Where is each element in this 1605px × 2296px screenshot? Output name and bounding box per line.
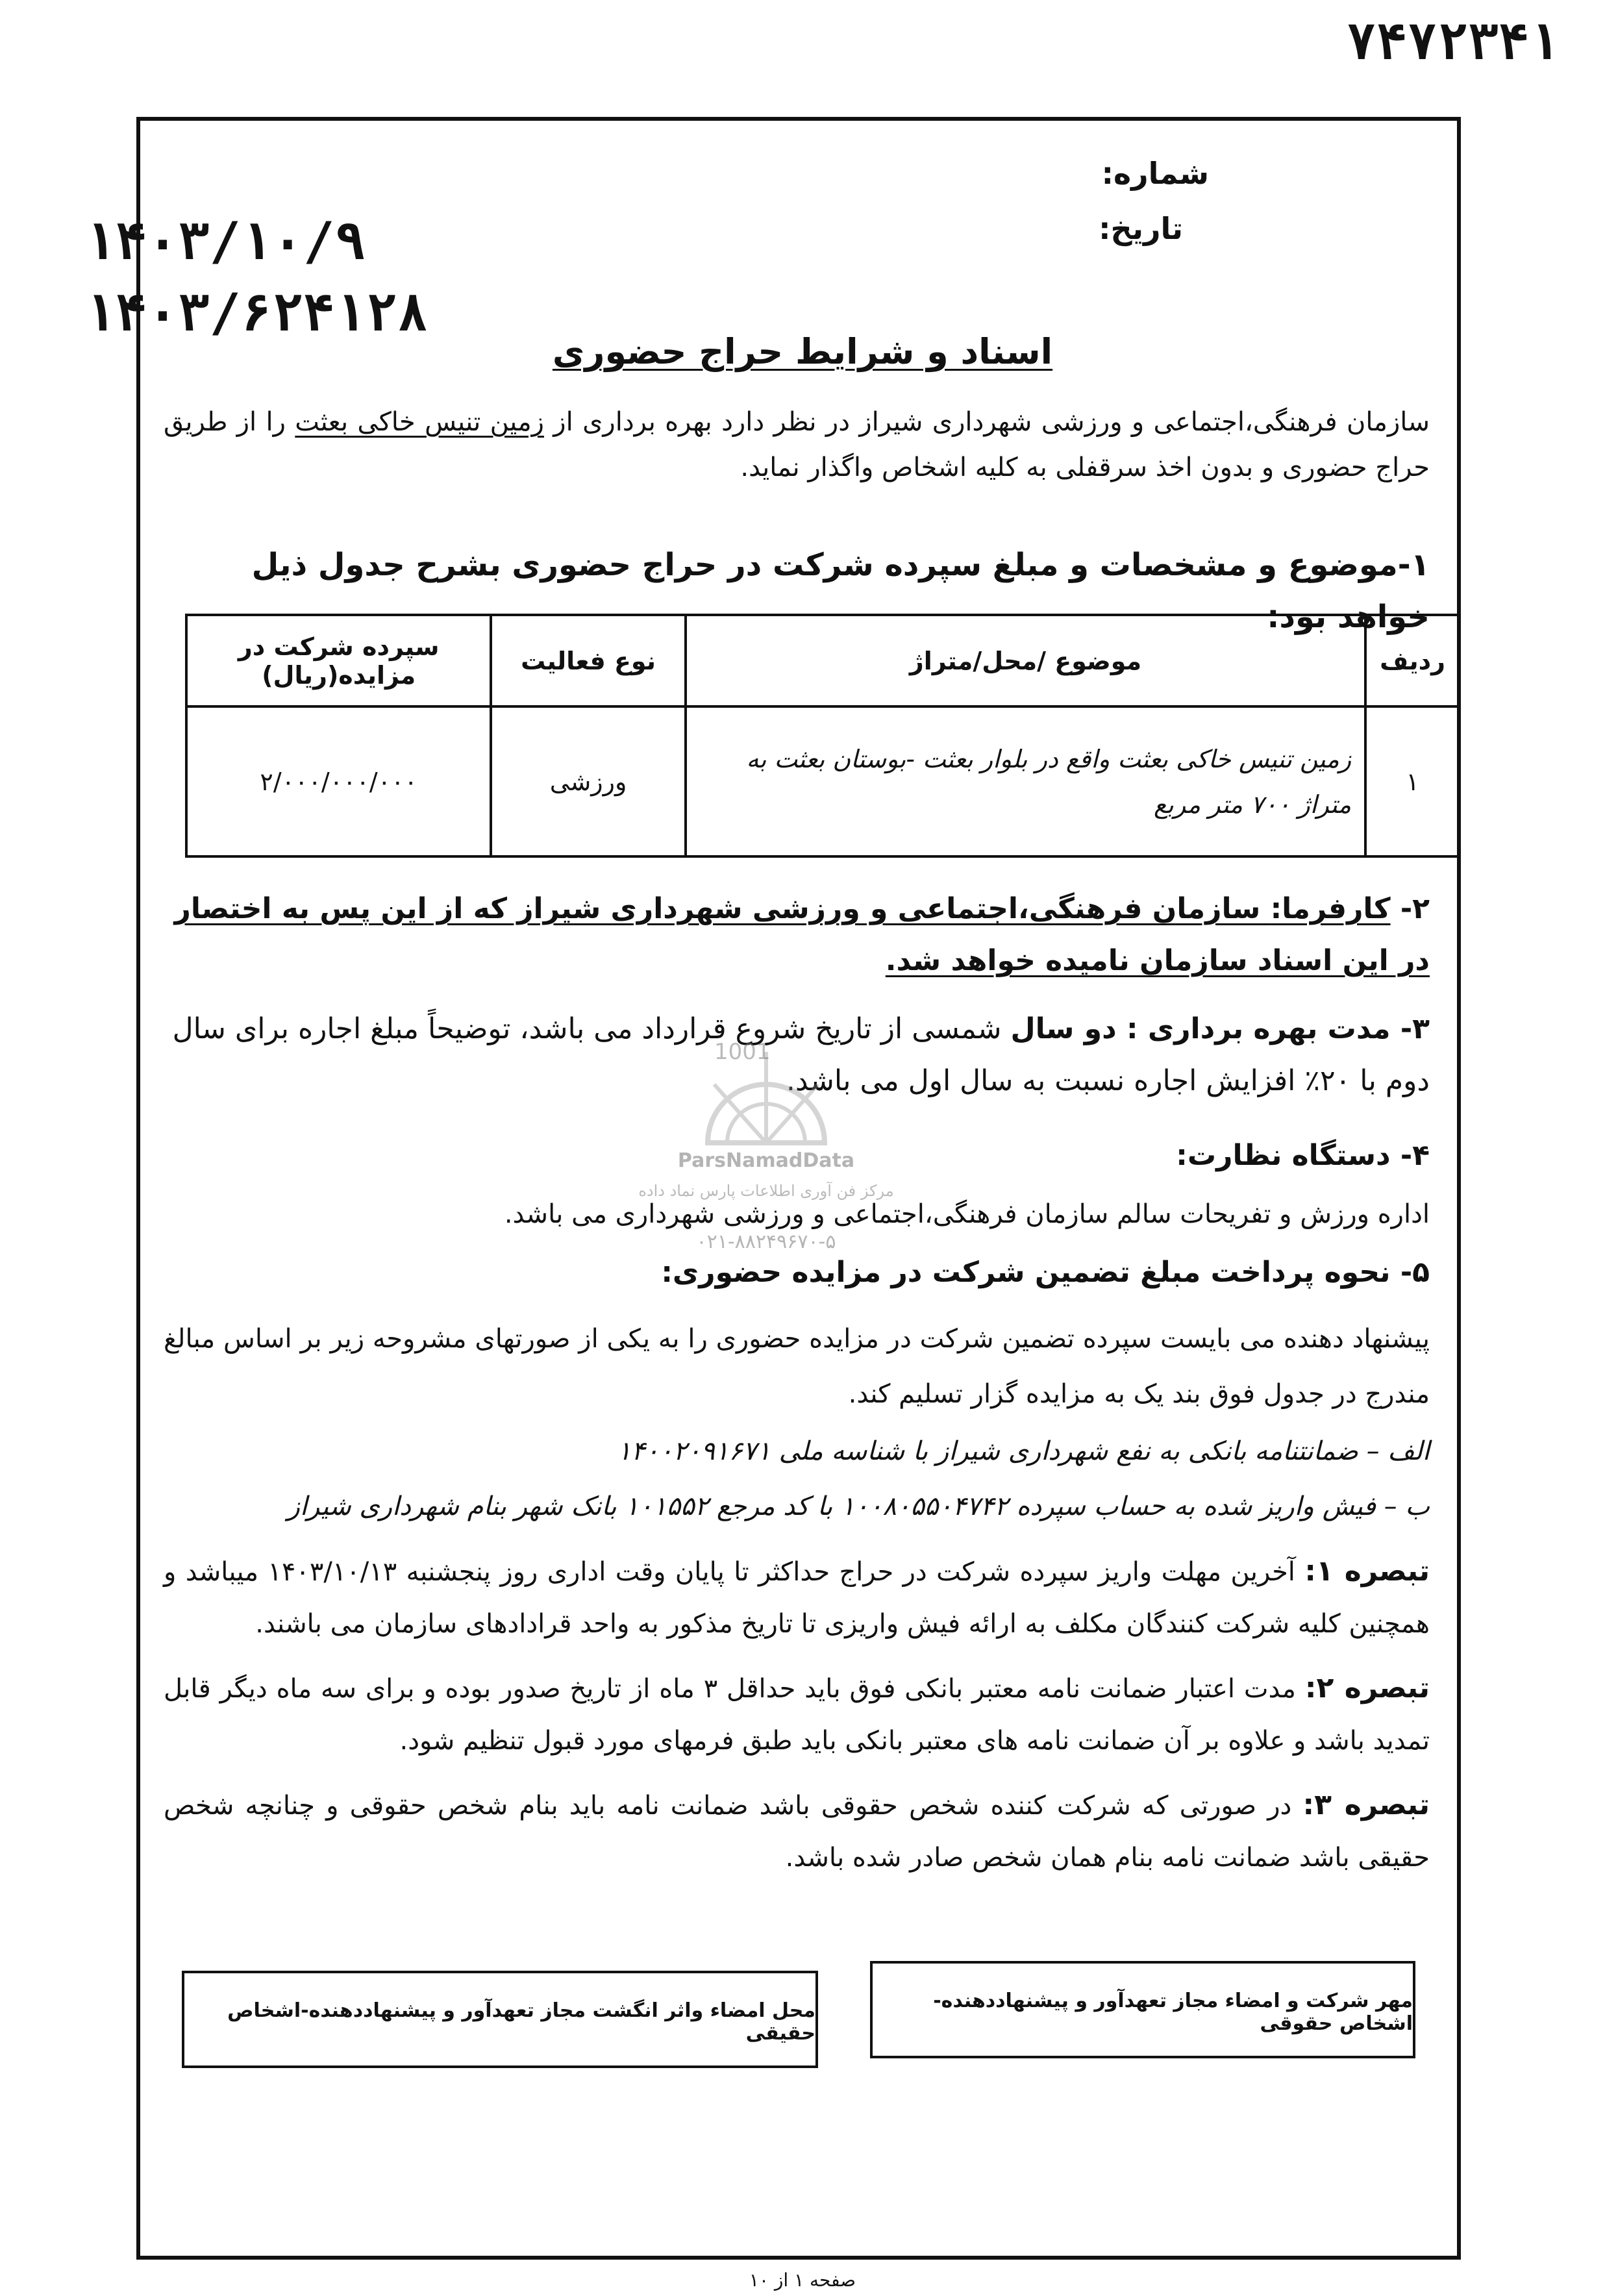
- watermark-org: مرکز فن آوری اطلاعات پارس نماد داده: [638, 1182, 894, 1200]
- note-1-text: آخرین مهلت واریز سپرده شرکت در حراج حداکثر تا پایان وقت اداری روز پنجشنبه ۱۴۰۳/۱۰/۱۳ میباشد و همچنین کلیه شرکت کنندگان مکلف به ارائه فیش واریزی تا تاریخ مذکور به واحد قرادادهای سازمان می باشند.: [164, 1557, 1430, 1639]
- section-1-heading: ۱-موضوع و مشخصات و مبلغ سپرده شرکت در حراج حضوری بشرح جدول ذیل خواهد بود:: [251, 547, 1430, 635]
- note-2-label: تبصره ۲:: [1304, 1671, 1430, 1704]
- section-2-label: کارفرما:: [1270, 892, 1391, 925]
- section-2-employer: [164, 883, 1430, 987]
- cell-activity-type: ورزشی: [491, 706, 685, 856]
- header-subject: موضوع /محل/متراژ: [686, 615, 1365, 706]
- payment-option-a: الف – ضمانتنامه بانکی به نفع شهرداری شیراز با شناسه ملی ۱۴۰۰۲۰۹۱۶۷۱: [617, 1436, 1430, 1466]
- watermark-code: 1001: [714, 1039, 771, 1065]
- cell-subject: زمین تنیس خاکی بعثت واقع در بلوار بعثت -بوستان بعثت به متراژ ۷۰۰ متر مربع: [686, 706, 1365, 856]
- natural-person-signature-label: محل امضاء واثر انگشت مجاز تعهدآور و پیشنهاددهنده-اشخاص حقیقی: [227, 1999, 815, 2045]
- handwritten-document-number: ۱۴۰۳/۶۲۴۱۲۸: [84, 282, 429, 343]
- date-label: تاریخ:: [1099, 211, 1183, 246]
- section-5-text: پیشنهاد دهنده می بایست سپرده تضمین شرکت در مزایده حضوری را به یکی از صورتهای مشروحه زیر بر اساس مبالغ مندرج در جدول فوق بند یک به مزایده گزار تسلیم کند.: [164, 1324, 1430, 1409]
- section-4-text: اداره ورزش و تفریحات سالم سازمان فرهنگی،اجتماعی و ورزشی شهرداری می باشد.: [504, 1199, 1430, 1229]
- watermark-phone: ۰۲۱-۸۸۲۴۹۶۷۰-۵: [696, 1230, 836, 1253]
- auction-items-table: [185, 614, 1461, 858]
- section-3-label: مدت بهره برداری : دو سال: [1010, 1012, 1391, 1045]
- watermark-brand: ParsNamadData: [677, 1149, 855, 1172]
- note-3: [164, 1779, 1430, 1884]
- handwritten-reference-number: ۷۴۷۲۳۴۱: [1346, 13, 1560, 71]
- intro-paragraph: [164, 399, 1430, 490]
- cell-row-number: ۱: [1365, 706, 1460, 856]
- section-2-text: سازمان فرهنگی،اجتماعی و ورزشی شهرداری شیراز که از این پس به اختصار در این اسناد سازمان نامیده خواهد شد.: [174, 892, 1430, 977]
- table-header-row: [186, 615, 1460, 706]
- intro-text-2: را از طریق حراج حضوری و بدون اخذ سرقفلی به کلیه اشخاص واگذار نماید.: [164, 407, 1430, 482]
- header-activity-type: نوع فعالیت: [491, 615, 685, 706]
- note-1: [164, 1545, 1430, 1650]
- intro-text-1: سازمان فرهنگی،اجتماعی و ورزشی شهرداری شیراز در نظر دارد بهره برداری از: [543, 407, 1430, 437]
- table-row: [186, 706, 1460, 856]
- cell-deposit: ۲/۰۰۰/۰۰۰/۰۰۰: [186, 706, 491, 856]
- payment-option-b: ب – فیش واریز شده به حساب سپرده ۱۰۰۸۰۵۵۰۴۷۴۲ با کد مرجع ۱۰۱۵۵۲ بانک شهر بنام شهرداری شیراز: [287, 1491, 1430, 1521]
- section-5-heading: ۵- نحوه پرداخت مبلغ تضمین شرکت در مزایده حضوری:: [661, 1256, 1430, 1289]
- header-deposit: سپرده شرکت در مزایده(ریال): [186, 615, 491, 706]
- document-title: اسناد و شرایط حراج حضوری: [552, 331, 1053, 372]
- title-wrapper: [0, 331, 1605, 372]
- section-2-number: ۲-: [1390, 892, 1430, 925]
- section-3-text: شمسی از تاریخ شروع قرارداد می باشد، توضیحاً مبلغ اجاره برای سال دوم با ۲۰٪ افزایش اجاره نسبت به سال اول می باشد.: [172, 1012, 1430, 1097]
- natural-person-signature-box: [182, 1971, 818, 2068]
- note-3-text: در صورتی که شرکت کننده شخص حقوقی باشد ضمانت نامه باید بنام شخص حقوقی و چنانچه شخص حقیقی باشد ضمانت نامه بنام همان شخص صادر شده باشد.: [164, 1791, 1430, 1873]
- page-number: صفحه ۱ از ۱۰: [749, 2269, 856, 2291]
- legal-entity-signature-label: مهر شرکت و امضاء مجاز تعهدآور و پیشنهاددهنده-اشخاص حقوقی: [933, 1990, 1413, 2035]
- intro-underlined-subject: زمین تنیس خاکی بعثت: [295, 407, 544, 437]
- note-3-label: تبصره ۳:: [1302, 1788, 1430, 1821]
- section-4-heading: ۴- دستگاه نظارت:: [1176, 1139, 1430, 1172]
- header-row-number: ردیف: [1365, 615, 1460, 706]
- note-1-label: تبصره ۱:: [1304, 1554, 1430, 1588]
- note-2: [164, 1662, 1430, 1767]
- number-label: شماره:: [1101, 156, 1209, 191]
- legal-entity-signature-box: [870, 1961, 1415, 2058]
- handwritten-date: ۱۴۰۳/۱۰/۹: [84, 211, 366, 271]
- note-2-text: مدت اعتبار ضمانت نامه معتبر بانکی فوق باید حداقل ۳ ماه از تاریخ صدور بوده و برای سه ماه دیگر قابل تمدید باشد و علاوه بر آن ضمانت نامه های معتبر بانکی باید طبق فرمهای مورد قبول تنظیم شود.: [164, 1674, 1430, 1756]
- section-3-number: ۳-: [1390, 1012, 1430, 1045]
